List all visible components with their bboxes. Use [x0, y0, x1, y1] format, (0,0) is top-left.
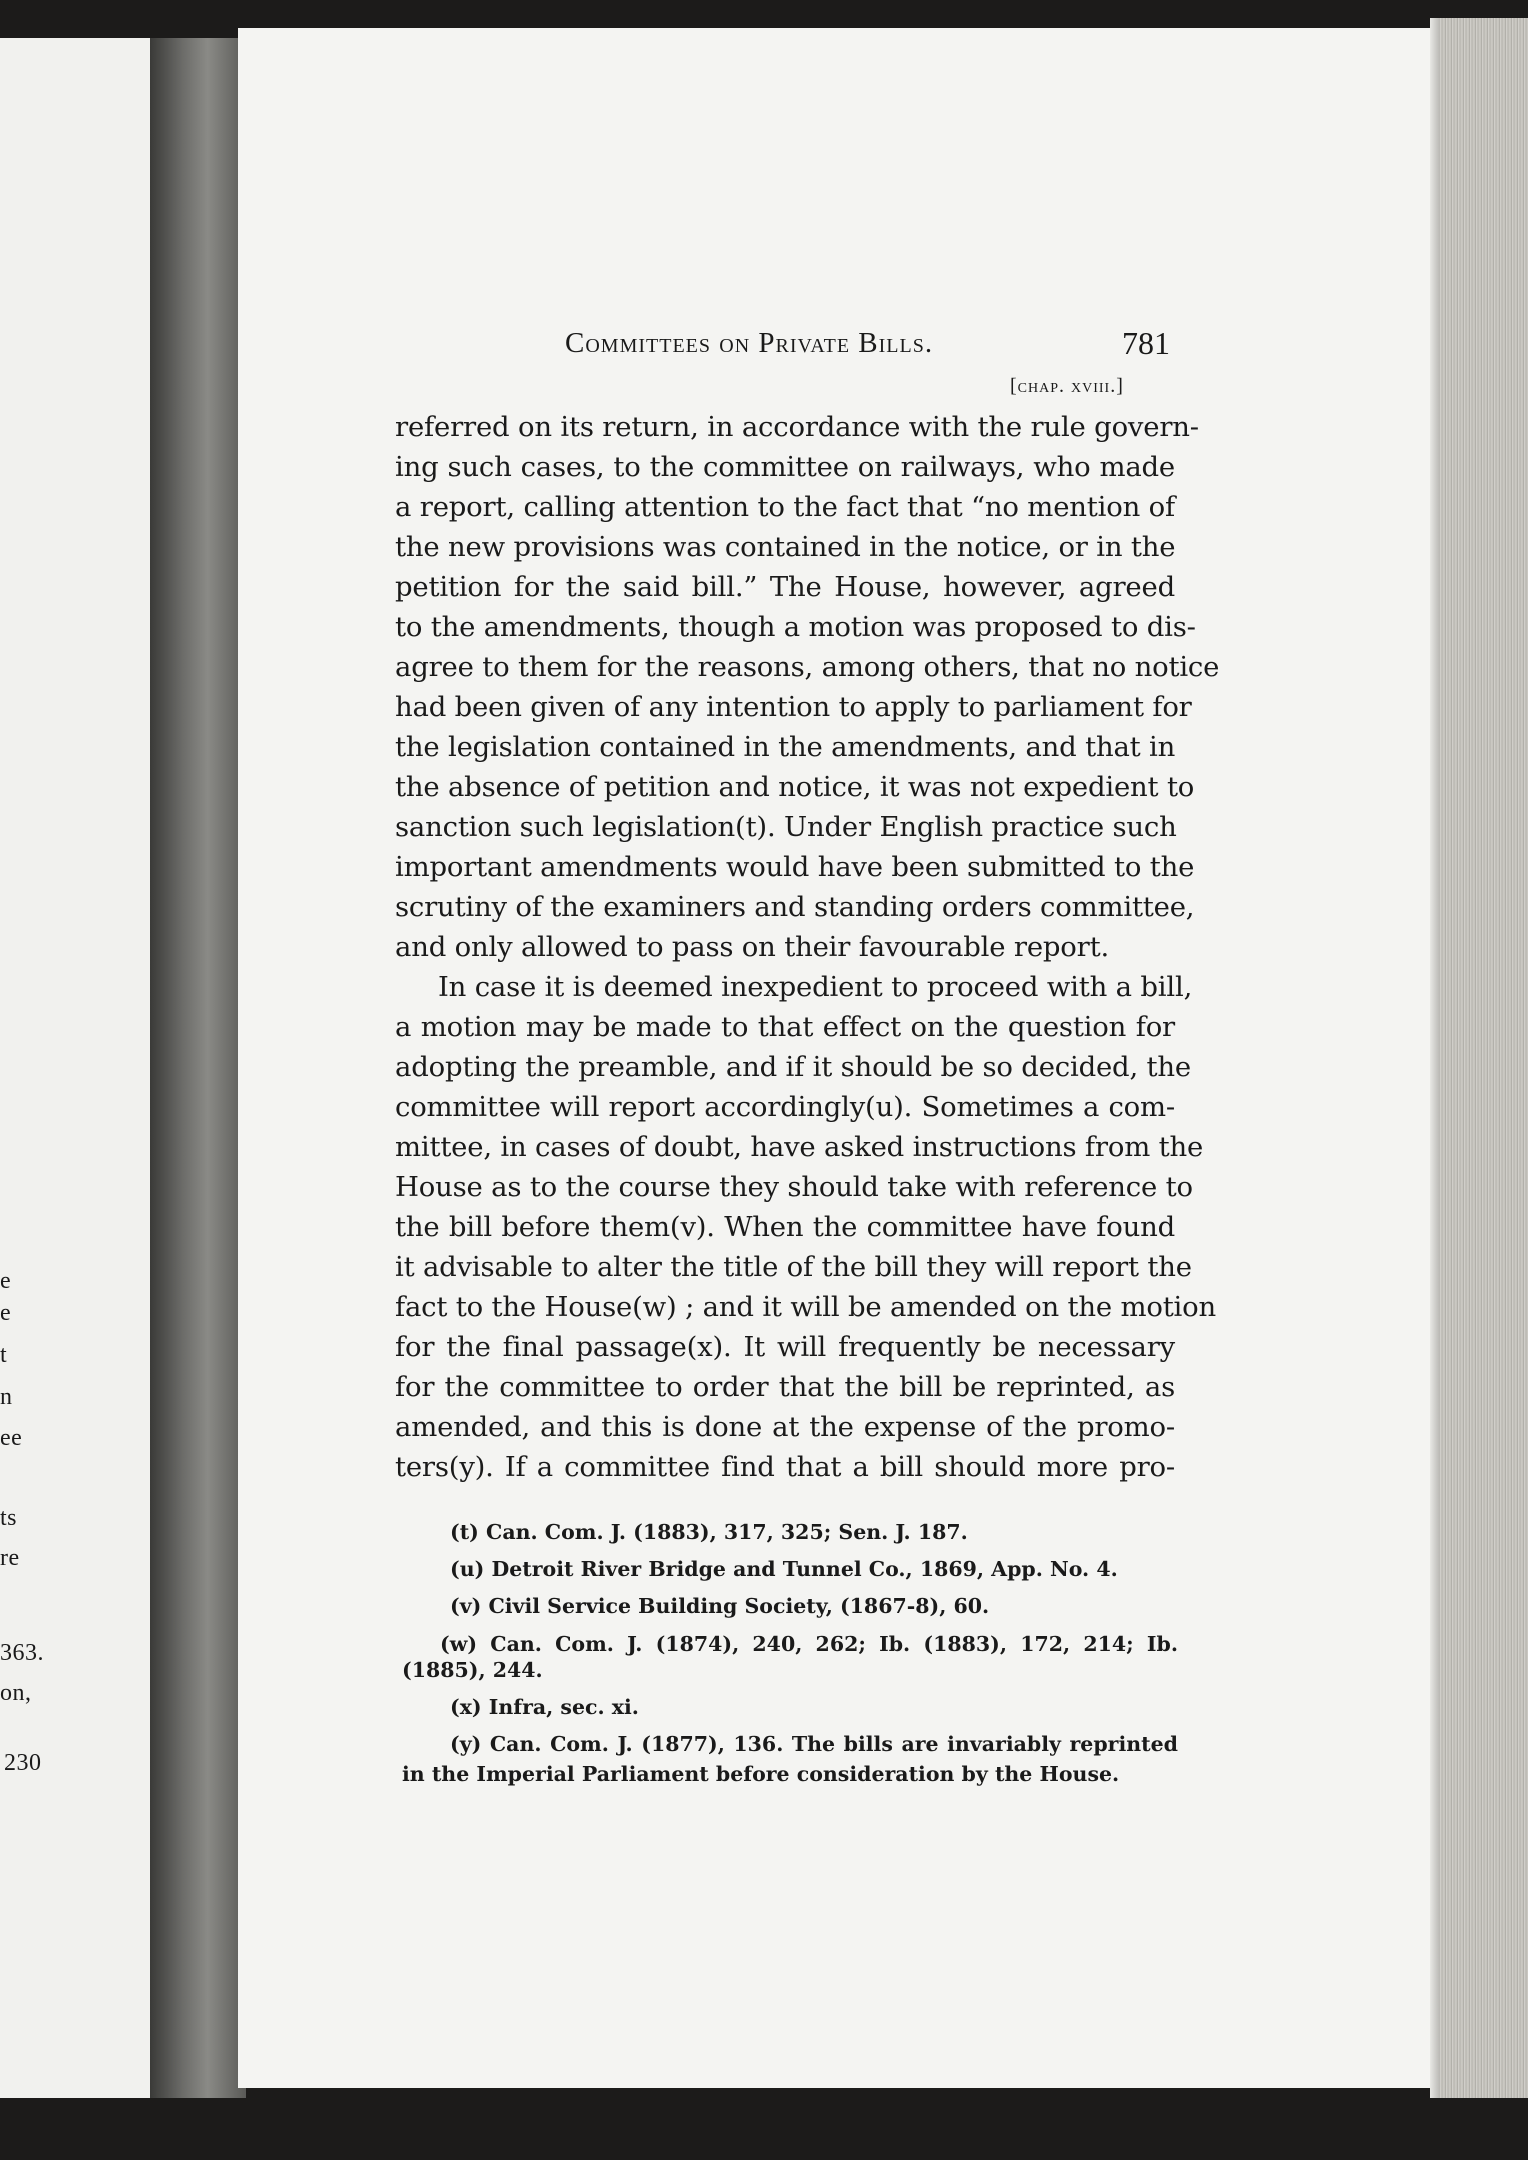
- body-line: the absence of petition and notice, it was not expedient to: [395, 771, 1195, 803]
- body-line: the legislation contained in the amendments, and that in: [395, 731, 1176, 763]
- facing-page-fragment: e: [0, 1300, 12, 1326]
- facing-page-fragment: 230: [4, 1750, 42, 1776]
- footnote: (t) Can. Com. J. (1883), 317, 325; Sen. J. 187.: [450, 1520, 968, 1544]
- footnote: (v) Civil Service Building Society, (1867-8), 60.: [450, 1594, 990, 1618]
- body-line: to the amendments, though a motion was proposed to dis-: [395, 611, 1196, 643]
- body-line: ing such cases, to the committee on railways, who made: [395, 451, 1175, 483]
- facing-page-fragment: 363.: [0, 1640, 44, 1666]
- body-line: amended, and this is done at the expense of the promo-: [395, 1411, 1175, 1443]
- body-line: a report, calling attention to the fact that “no mention of: [395, 491, 1175, 523]
- body-line: committee will report accordingly(u). Sometimes a com-: [395, 1091, 1175, 1123]
- footnote-continuation: (1885), 244.: [402, 1658, 543, 1682]
- body-line: ters(y). If a committee find that a bill should more pro-: [395, 1451, 1175, 1483]
- facing-page-fragment: t: [0, 1342, 8, 1368]
- footnote: (y) Can. Com. J. (1877), 136. The bills are invariably reprinted: [450, 1732, 1178, 1756]
- body-line: fact to the House(w) ; and it will be amended on the motion: [395, 1291, 1217, 1323]
- footnote: (x) Infra, sec. xi.: [450, 1695, 639, 1719]
- chapter-label: [chap. xviii.]: [1010, 375, 1124, 397]
- body-line: petition for the said bill.” The House, however, agreed: [395, 571, 1175, 603]
- body-line: for the final passage(x). It will frequently be necessary: [395, 1331, 1175, 1363]
- body-line: and only allowed to pass on their favourable report.: [395, 931, 1109, 963]
- body-line: had been given of any intention to apply to parliament for: [395, 691, 1192, 723]
- body-line: a motion may be made to that effect on the question for: [395, 1011, 1175, 1043]
- body-line: scrutiny of the examiners and standing orders committee,: [395, 891, 1195, 923]
- facing-page-fragment: on,: [0, 1680, 32, 1706]
- body-line: mittee, in cases of doubt, have asked instructions from the: [395, 1131, 1204, 1163]
- body-line: the bill before them(v). When the committee have found: [395, 1211, 1175, 1243]
- body-line: agree to them for the reasons, among others, that no notice: [395, 651, 1220, 683]
- footnote-continuation: in the Imperial Parliament before consideration by the House.: [402, 1762, 1120, 1786]
- body-line: important amendments would have been submitted to the: [395, 851, 1195, 883]
- facing-page-fragment: n: [0, 1384, 13, 1410]
- facing-page-fragment: e: [0, 1268, 12, 1294]
- body-line: the new provisions was contained in the notice, or in the: [395, 531, 1176, 563]
- footnote: (w) Can. Com. J. (1874), 240, 262; Ib. (1883), 172, 214; Ib.: [440, 1632, 1178, 1656]
- facing-page-fragment: ee: [0, 1425, 23, 1451]
- book-gutter: [150, 38, 246, 2098]
- running-title: Committees on Private Bills.: [565, 327, 934, 359]
- body-line: it advisable to alter the title of the bill they will report the: [395, 1251, 1192, 1283]
- facing-page-fragment: ts: [0, 1505, 18, 1531]
- page-edges: [1440, 18, 1528, 2098]
- body-line: House as to the course they should take with reference to: [395, 1171, 1193, 1203]
- body-line: adopting the preamble, and if it should be so decided, the: [395, 1051, 1191, 1083]
- footnote: (u) Detroit River Bridge and Tunnel Co., 1869, App. No. 4.: [450, 1557, 1118, 1581]
- body-line: sanction such legislation(t). Under English practice such: [395, 811, 1177, 843]
- body-line: In case it is deemed inexpedient to proceed with a bill,: [438, 971, 1193, 1003]
- page-number: 781: [1122, 325, 1170, 361]
- body-line: for the committee to order that the bill be reprinted, as: [395, 1371, 1175, 1403]
- body-line: referred on its return, in accordance with the rule govern-: [395, 411, 1199, 443]
- facing-page-fragment: re: [0, 1545, 20, 1571]
